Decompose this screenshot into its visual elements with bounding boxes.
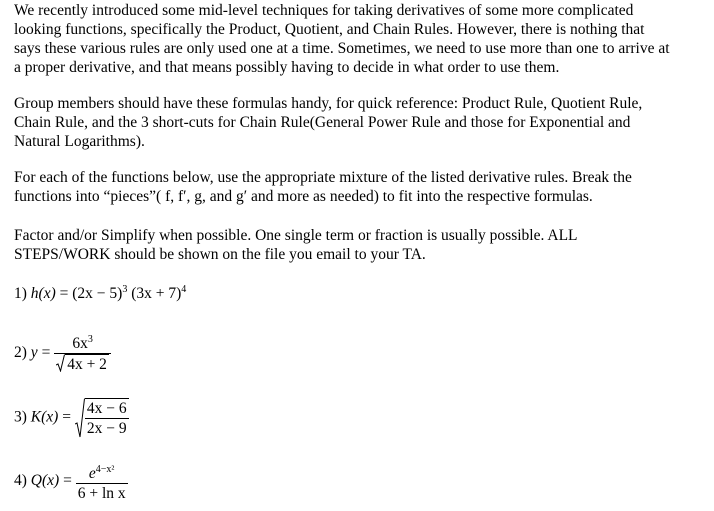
problem-1 [14,284,186,303]
function-name: Q(x) [30,472,60,490]
factor-1: (2x − 5) [72,285,123,303]
equals-sign: = [62,408,71,426]
exponent-2: 4 [181,284,187,295]
equals-sign: = [59,285,69,303]
function-name: K(x) [30,408,59,426]
exponent-1: 3 [122,284,128,295]
square-root [75,398,129,438]
problem-3 [14,398,129,438]
denominator: 2x − 9 [86,420,127,437]
numerator-exponent: 3 [87,334,93,345]
fraction [85,398,129,438]
intro-line: says these various rules are only used one at a time. Sometimes, we need to use more than one to arrive at [14,40,670,57]
radical-icon [75,398,85,438]
problem-number: 2) [14,344,27,362]
intro-line: a proper derivative, and that means possibly having to decide in what order to use them. [14,59,560,76]
factor-2: (3x + 7) [131,285,182,303]
formulas-line: Chain Rule, and the 3 short-cuts for Chain Rule(General Power Rule and those for Exponential and [14,114,631,131]
fraction [54,330,111,377]
radical-icon [56,354,65,372]
numerator: $6x^3$ [54,330,111,354]
fraction [76,460,128,503]
formulas-paragraph [14,94,704,151]
numerator-exponent: 4−x² [95,464,115,475]
intro-paragraph [14,1,704,77]
problem-4 [14,460,128,503]
instructions-paragraph [14,168,704,206]
problem-number: 3) [14,408,27,426]
denominator [54,354,111,377]
denominator: 6 + ln x [77,485,126,503]
formulas-line: Group members should have these formulas handy, for quick reference: Product Rule, Quotient Rule, [14,95,643,112]
intro-line: looking functions, specifically the Product, Quotient, and Chain Rules. However, there is nothing that [14,21,645,38]
equals-sign: = [63,472,72,490]
function-name: h(x) [30,285,56,303]
numerator: $e^{4-x^2}$ [76,460,128,484]
equals-sign: = [41,344,51,362]
problem-number: 4) [14,472,27,490]
simplify-line: Factor and/or Simplify when possible. One single term or fraction is usually possible. ALL [14,227,578,244]
instructions-line: functions into “pieces”( f, f′, g, and g′ and more as needed) to fit into the respective formulas. [14,188,593,205]
simplify-line: STEPS/WORK should be shown on the file you email to your TA. [14,246,426,263]
square-root: 4x + 2 [56,354,109,374]
simplify-paragraph [14,226,704,264]
instructions-line: For each of the functions below, use the appropriate mixture of the listed derivative rules. Break the [14,169,632,186]
problem-2 [14,330,111,377]
problem-number: 1) [14,285,27,303]
function-name: y [30,344,38,362]
intro-line: We recently introduced some mid-level techniques for taking derivatives of some more complicated [14,2,634,19]
numerator: 4x − 6 [86,400,127,417]
formulas-line: Natural Logarithms). [14,133,145,150]
